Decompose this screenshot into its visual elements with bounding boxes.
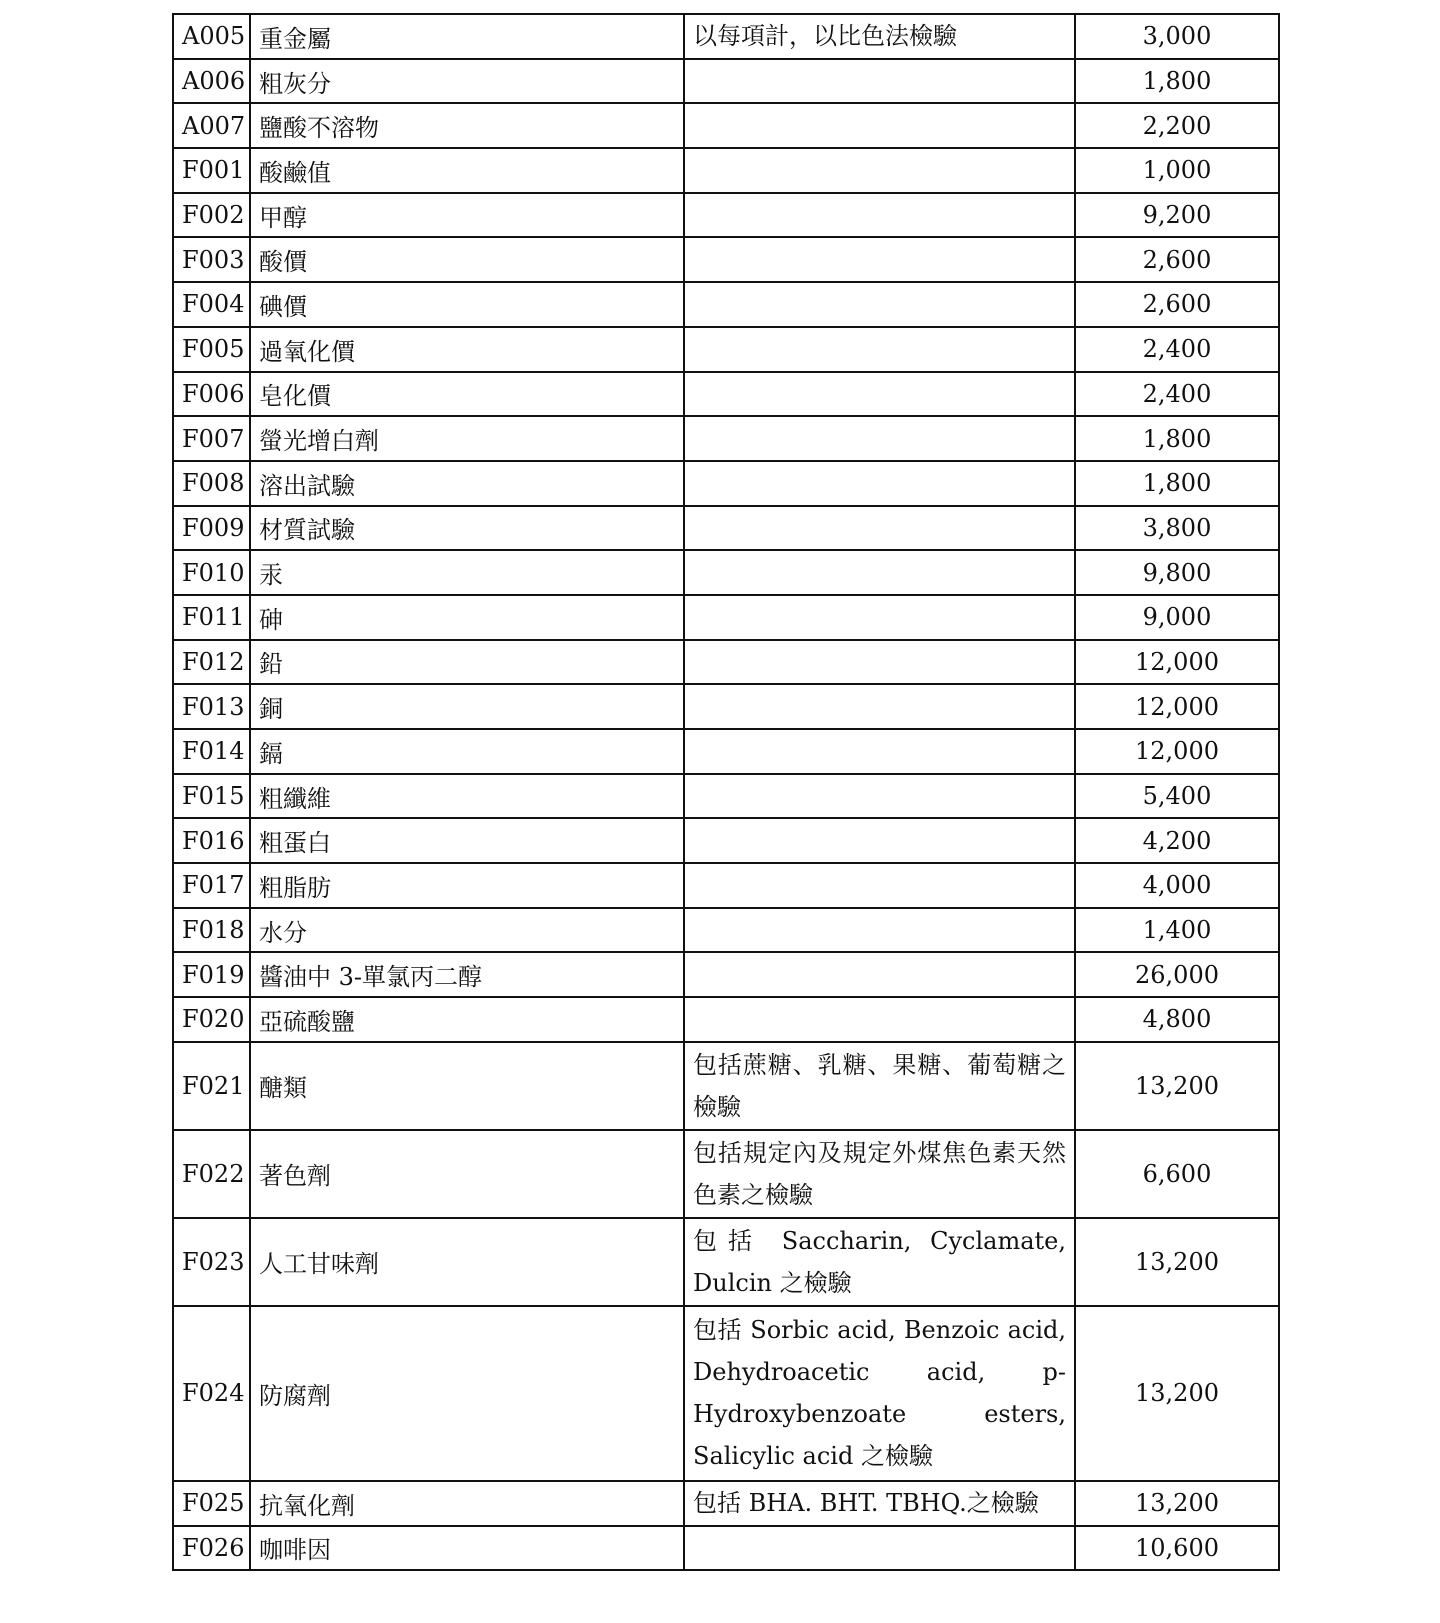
item-name-cell: 甲醇	[250, 193, 684, 238]
item-code-cell: F019	[173, 952, 250, 997]
item-note-cell	[684, 237, 1075, 282]
table-row	[173, 818, 1279, 863]
item-fee-cell: 2,600	[1075, 237, 1279, 282]
item-note-cell	[684, 148, 1075, 193]
table-row	[173, 506, 1279, 551]
item-code-cell: A007	[173, 103, 250, 148]
table-row	[173, 372, 1279, 417]
item-fee-cell: 9,000	[1075, 595, 1279, 640]
item-name-cell: 抗氧化劑	[250, 1481, 684, 1526]
item-code-cell: F004	[173, 282, 250, 327]
item-code-cell: F023	[173, 1218, 250, 1306]
item-code-cell: F010	[173, 550, 250, 595]
table-row	[173, 327, 1279, 372]
item-code-cell: A006	[173, 59, 250, 104]
table-row	[173, 282, 1279, 327]
item-name-cell: 皂化價	[250, 372, 684, 417]
item-fee-cell: 10,600	[1075, 1526, 1279, 1571]
table-row	[173, 1218, 1279, 1306]
item-note-cell	[684, 193, 1075, 238]
item-name-cell: 防腐劑	[250, 1306, 684, 1481]
item-fee-cell: 4,800	[1075, 997, 1279, 1042]
item-code-cell: F009	[173, 506, 250, 551]
table-row	[173, 1042, 1279, 1130]
item-code-cell: F008	[173, 461, 250, 506]
item-name-cell: 人工甘味劑	[250, 1218, 684, 1306]
item-fee-cell: 2,400	[1075, 327, 1279, 372]
item-note-cell	[684, 59, 1075, 104]
item-name-cell: 粗蛋白	[250, 818, 684, 863]
item-fee-cell: 13,200	[1075, 1218, 1279, 1306]
item-code-cell: F016	[173, 818, 250, 863]
item-fee-cell: 5,400	[1075, 774, 1279, 819]
item-name-cell: 著色劑	[250, 1130, 684, 1218]
table-row	[173, 640, 1279, 685]
item-note-cell: 包括規定內及規定外煤焦色素天然色素之檢驗	[684, 1130, 1075, 1218]
item-note-cell: 包括 Saccharin, Cyclamate, Dulcin 之檢驗	[684, 1218, 1075, 1306]
item-code-cell: F014	[173, 729, 250, 774]
table-row	[173, 729, 1279, 774]
item-fee-cell: 2,200	[1075, 103, 1279, 148]
item-code-cell: F024	[173, 1306, 250, 1481]
table-row	[173, 1130, 1279, 1218]
item-note-cell	[684, 416, 1075, 461]
item-fee-cell: 3,800	[1075, 506, 1279, 551]
item-fee-cell: 9,800	[1075, 550, 1279, 595]
table-row	[173, 1481, 1279, 1526]
table-row	[173, 103, 1279, 148]
item-name-cell: 螢光增白劑	[250, 416, 684, 461]
item-name-cell: 銅	[250, 684, 684, 729]
item-name-cell: 酸價	[250, 237, 684, 282]
table-row	[173, 237, 1279, 282]
item-name-cell: 碘價	[250, 282, 684, 327]
table-row	[173, 416, 1279, 461]
item-name-cell: 粗纖維	[250, 774, 684, 819]
item-note-cell	[684, 595, 1075, 640]
item-note-cell	[684, 640, 1075, 685]
item-name-cell: 砷	[250, 595, 684, 640]
item-note-cell	[684, 327, 1075, 372]
item-note-cell	[684, 774, 1075, 819]
table-row	[173, 774, 1279, 819]
table-row	[173, 193, 1279, 238]
item-note-cell: 以每項計，以比色法檢驗	[684, 14, 1075, 59]
item-name-cell: 咖啡因	[250, 1526, 684, 1571]
table-row	[173, 461, 1279, 506]
item-name-cell: 粗灰分	[250, 59, 684, 104]
item-name-cell: 醬油中 3-單氯丙二醇	[250, 952, 684, 997]
item-code-cell: F015	[173, 774, 250, 819]
item-fee-cell: 1,800	[1075, 461, 1279, 506]
item-note-cell: 包括 Sorbic acid, Benzoic acid, Dehydroacetic acid, p-Hydroxybenzoate esters, Salicylic acid 之檢驗	[684, 1306, 1075, 1481]
item-code-cell: A005	[173, 14, 250, 59]
item-fee-cell: 9,200	[1075, 193, 1279, 238]
item-fee-cell: 6,600	[1075, 1130, 1279, 1218]
item-code-cell: F003	[173, 237, 250, 282]
item-fee-cell: 2,400	[1075, 372, 1279, 417]
item-fee-cell: 12,000	[1075, 729, 1279, 774]
item-fee-cell: 12,000	[1075, 640, 1279, 685]
table-row	[173, 59, 1279, 104]
item-note-cell	[684, 818, 1075, 863]
item-note-cell	[684, 863, 1075, 908]
item-name-cell: 粗脂肪	[250, 863, 684, 908]
item-code-cell: F020	[173, 997, 250, 1042]
item-fee-cell: 13,200	[1075, 1042, 1279, 1130]
item-note-cell: 包括蔗糖、乳糖、果糖、葡萄糖之檢驗	[684, 1042, 1075, 1130]
item-note-cell	[684, 729, 1075, 774]
item-fee-cell: 1,400	[1075, 908, 1279, 953]
table-row	[173, 1526, 1279, 1571]
item-fee-cell: 2,600	[1075, 282, 1279, 327]
item-name-cell: 汞	[250, 550, 684, 595]
item-code-cell: F006	[173, 372, 250, 417]
item-name-cell: 過氧化價	[250, 327, 684, 372]
item-code-cell: F022	[173, 1130, 250, 1218]
table-row	[173, 952, 1279, 997]
item-note-cell	[684, 461, 1075, 506]
item-note-cell	[684, 1526, 1075, 1571]
item-code-cell: F011	[173, 595, 250, 640]
item-code-cell: F021	[173, 1042, 250, 1130]
item-note-cell	[684, 282, 1075, 327]
item-note-cell	[684, 952, 1075, 997]
item-code-cell: F017	[173, 863, 250, 908]
inspection-fee-table	[172, 13, 1280, 1571]
item-name-cell: 亞硫酸鹽	[250, 997, 684, 1042]
item-code-cell: F007	[173, 416, 250, 461]
item-code-cell: F025	[173, 1481, 250, 1526]
table-row	[173, 1306, 1279, 1481]
item-name-cell: 酸鹼值	[250, 148, 684, 193]
item-note-cell	[684, 684, 1075, 729]
item-note-cell: 包括 BHA. BHT. TBHQ.之檢驗	[684, 1481, 1075, 1526]
item-note-cell	[684, 550, 1075, 595]
item-name-cell: 重金屬	[250, 14, 684, 59]
item-name-cell: 鎘	[250, 729, 684, 774]
item-fee-cell: 3,000	[1075, 14, 1279, 59]
table-row	[173, 14, 1279, 59]
item-code-cell: F012	[173, 640, 250, 685]
item-note-cell	[684, 372, 1075, 417]
item-note-cell	[684, 997, 1075, 1042]
item-fee-cell: 4,200	[1075, 818, 1279, 863]
item-name-cell: 鹽酸不溶物	[250, 103, 684, 148]
item-name-cell: 醣類	[250, 1042, 684, 1130]
item-note-cell	[684, 103, 1075, 148]
item-code-cell: F005	[173, 327, 250, 372]
item-fee-cell: 1,800	[1075, 416, 1279, 461]
item-name-cell: 溶出試驗	[250, 461, 684, 506]
table-row	[173, 908, 1279, 953]
table-row	[173, 595, 1279, 640]
item-fee-cell: 26,000	[1075, 952, 1279, 997]
table-row	[173, 148, 1279, 193]
item-fee-cell: 13,200	[1075, 1481, 1279, 1526]
fee-table-body	[173, 14, 1279, 1570]
item-code-cell: F013	[173, 684, 250, 729]
item-name-cell: 水分	[250, 908, 684, 953]
item-name-cell: 材質試驗	[250, 506, 684, 551]
table-row	[173, 550, 1279, 595]
item-fee-cell: 1,800	[1075, 59, 1279, 104]
item-fee-cell: 1,000	[1075, 148, 1279, 193]
item-code-cell: F026	[173, 1526, 250, 1571]
item-note-cell	[684, 908, 1075, 953]
item-name-cell: 鉛	[250, 640, 684, 685]
item-code-cell: F002	[173, 193, 250, 238]
item-code-cell: F018	[173, 908, 250, 953]
item-fee-cell: 13,200	[1075, 1306, 1279, 1481]
item-note-cell	[684, 506, 1075, 551]
table-row	[173, 997, 1279, 1042]
table-row	[173, 863, 1279, 908]
table-row	[173, 684, 1279, 729]
item-fee-cell: 12,000	[1075, 684, 1279, 729]
item-code-cell: F001	[173, 148, 250, 193]
item-fee-cell: 4,000	[1075, 863, 1279, 908]
